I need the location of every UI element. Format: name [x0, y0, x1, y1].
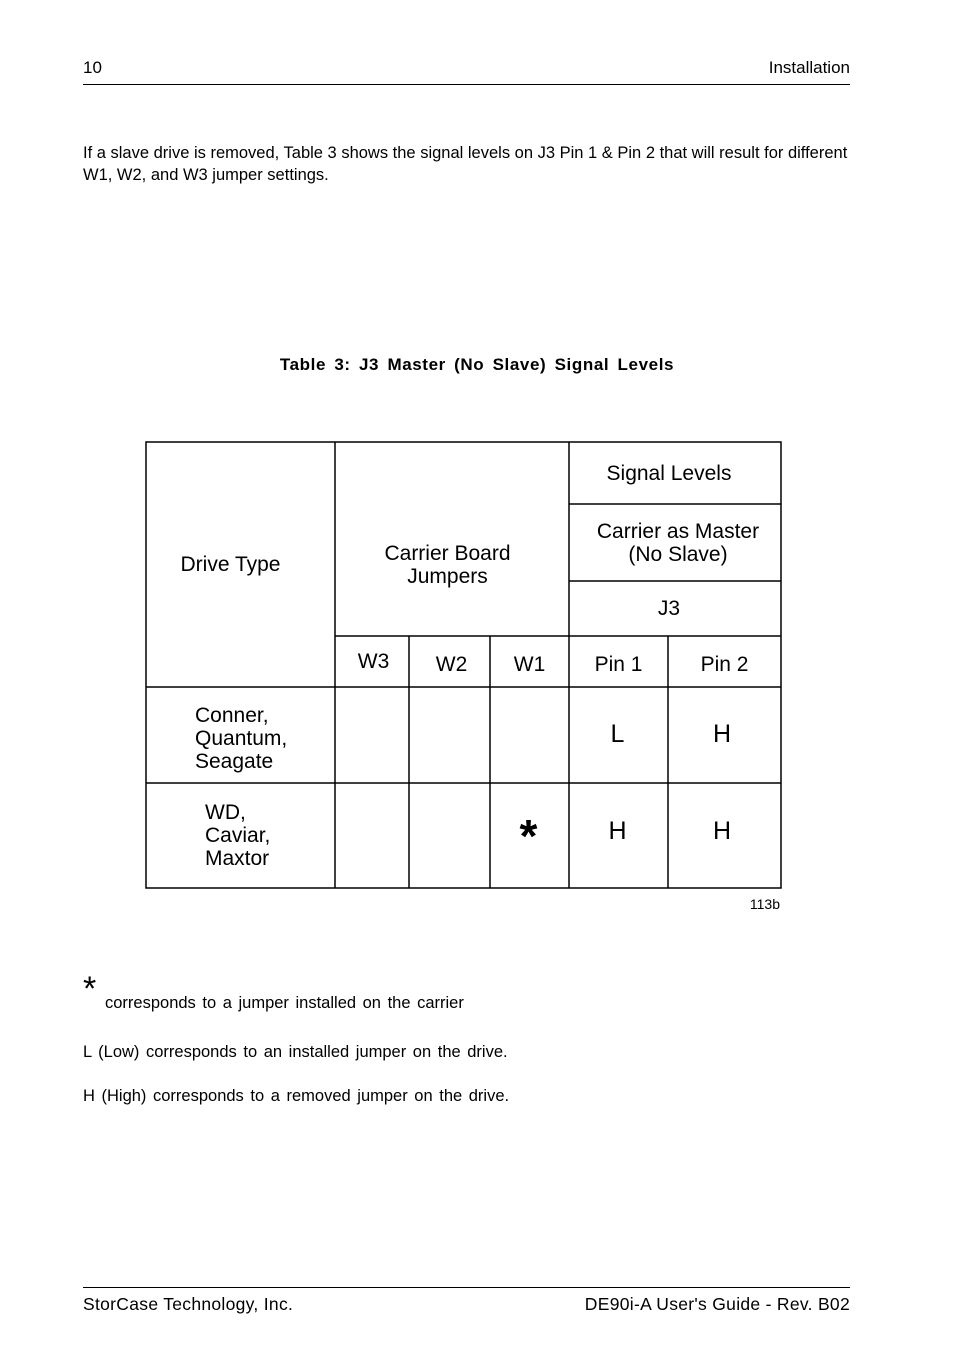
row1-pin1: L — [610, 719, 625, 748]
note-high: H (High) corresponds to a removed jumper on the drive. — [83, 1087, 510, 1105]
row1-drive-type — [195, 704, 335, 773]
row2-pin1: H — [608, 816, 627, 845]
table-caption: Table 3: J3 Master (No Slave) Signal Levels — [279, 355, 675, 374]
header-signal-levels: Signal Levels — [606, 461, 732, 485]
row2-drive-type — [205, 801, 335, 870]
header-j3: J3 — [657, 597, 681, 620]
page-number: 10 — [83, 58, 102, 77]
header-w1: W1 — [513, 652, 546, 676]
row1-drive-line2: Quantum, — [195, 727, 288, 750]
row1-pin2: H — [712, 719, 732, 748]
footer-doc-title: DE90i-A User's Guide - Rev. B02 — [584, 1294, 850, 1314]
note-low: L (Low) corresponds to an installed jumper on the drive. — [83, 1043, 508, 1061]
header-master-line1: Carrier as Master — [596, 519, 760, 543]
figure-number: 113b — [749, 896, 780, 912]
header-pin2: Pin 2 — [700, 652, 749, 676]
row1-drive-line3: Seagate — [195, 750, 274, 773]
asterisk-symbol: * — [83, 970, 97, 1008]
intro-paragraph: If a slave drive is removed, Table 3 shows the signal levels on J3 Pin 1 & Pin 2 that will result for different W1, W2, and W3 jumper settings. — [83, 144, 848, 184]
row1-w3 — [335, 687, 409, 783]
row1-drive-line1: Conner, — [195, 704, 269, 727]
footer-company: StorCase Technology, Inc. — [83, 1294, 294, 1314]
note-asterisk: corresponds to a jumper installed on the carrier — [105, 994, 464, 1012]
header-pin1: Pin 1 — [594, 652, 643, 676]
row2-drive-line1: WD, — [205, 801, 246, 824]
row1-w2 — [409, 687, 490, 783]
header-jumpers-line1: Carrier Board — [384, 542, 511, 565]
header-carrier-as-master — [569, 504, 787, 581]
row2-drive-line3: Maxtor — [205, 847, 270, 870]
header-master-line2: (No Slave) — [628, 542, 728, 566]
header-drive-type: Drive Type — [180, 553, 281, 576]
row2-w3 — [335, 783, 409, 888]
header-w2: W2 — [435, 652, 468, 676]
footer-rule — [83, 1287, 850, 1288]
row1-w1 — [490, 687, 569, 783]
header-w3: W3 — [357, 650, 390, 673]
header-jumpers-line2: Jumpers — [407, 565, 488, 588]
row2-drive-line2: Caviar, — [205, 824, 271, 847]
row2-w2 — [409, 783, 490, 888]
row2-pin2: H — [712, 816, 732, 845]
section-title: Installation — [768, 58, 850, 77]
row2-w1-jumper-asterisk: * — [519, 810, 538, 862]
